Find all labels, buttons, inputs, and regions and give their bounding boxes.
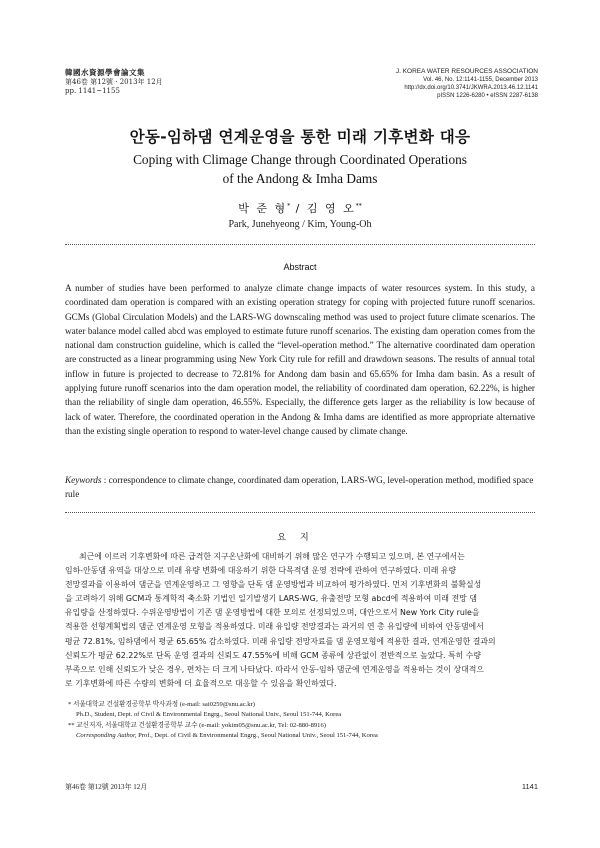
author-2-korean: 김 영 오	[306, 202, 356, 215]
volume-issue: 第46卷 第12號 · 2013年 12月	[65, 77, 163, 86]
summary-line: 을 고려하기 위해 GCM과 통계학적 축소화 기법인 일기발생기 LARS-WG, 유출전망 모형 abcd에 적용하여 미래 전망 댐	[65, 594, 477, 604]
summary-line: 전망결과를 이용하여 댐군을 연계운영하고 그 영향을 단독 댐 운영방법과 비교하여 평가하였다. 먼저 기후변화의 불확실성	[65, 580, 482, 590]
abstract-text: A number of studies have been performed to analyze climate change impacts of water resources system. In this study, a coordinated dam operation is compared with an existing operation strategy for coping with projected future runoff scenarios. GCMs (Global Circulation Models) and the LARS-WG downscaling method was used to project future climate scenarios. The water balance model called abcd was employed to estimate future runoff scenarios. The existing dam operation comes from the national dam construction guideline, which is called the “level-operation method.” The alternative coordinated dam operation are constructed as a linear programming using New York City rule for refill and drawdown seasons. The results of annual total inflow in future is projected to decrease to 72.81% for Andong dam basin and 65.65% for Imha dam basin. As a result of applying future runoff scenarios into the dam operation model, the reliability of coordinated dam operation, 62.22%, is higher than the reliability of single dam operation, 46.55%. Especially, the difference gets larger as the reliability is low because of lack of water. Therefore, the coordinated operation in the Andong & Imha dams are identified as more appropriate alternative than the existing single operation to respond to water-level change caused by climate change.	[65, 283, 535, 436]
summary-line: 임하-안동댐 유역을 대상으로 미래 유량 변화에 대응하기 위한 다목적댐 운영 전략에 관하여 연구하였다. 미래 유량	[65, 566, 457, 576]
summary-line: 평균 72.81%, 임하댐에서 평균 65.65% 감소하였다. 미래 유입량 전망자료를 댐 운영모형에 적용한 결과, 연계운영한 결과의	[65, 636, 496, 646]
corresponding-author-label: Corresponding Author,	[76, 732, 137, 740]
footnote-1-english: Ph.D., Student, Dept. of Civil & Environmental Engrg., Seoul National Univ., Seoul 151-744, Korea	[76, 711, 342, 719]
keywords-text: : correspondence to climate change, coordinated dam operation, LARS-WG, level-operation method, modified space rule	[65, 475, 534, 500]
author-1-mark: *	[287, 202, 291, 210]
title-english-line2: of the Andong & Imha Dams	[222, 171, 378, 186]
footnote-2-english	[68, 731, 538, 741]
footnote-2-english-text: Prof., Dept. of Civil & Environmental Engrg., Seoul National Univ., Seoul 151-744, Korea	[136, 732, 378, 740]
journal-name: 韓國水資源學會論文集	[65, 68, 145, 77]
summary-line: 유입량을 산정하였다. 수위운영방법이 기존 댐 운영방법에 대한 모의로 선정되었으며, 대안으로서 New York City rule을	[65, 608, 480, 618]
page-range: pp. 1141~1155	[65, 87, 120, 95]
page-number: 1141	[521, 782, 538, 791]
divider-top	[65, 244, 535, 245]
footnote-2-korean: ** 교신저자, 서울대학교 건설환경공학부 교수 (e-mail: yokim05@snu.ac.kr, Tel: 02-880-8916)	[68, 721, 326, 729]
summary-line: 최근에 이르러 기후변화에 따른 급격한 지구온난화에 대비하기 위해 많은 연구가 수행되고 있으며, 본 연구에서는	[79, 552, 465, 561]
summary-line: 로 기후변화에 따른 수량의 변화에 더 효율적으로 대응할 수 있음을 확인하였다.	[65, 678, 337, 688]
issn: pISSN 1226-6280 • eISSN 2287-6138	[437, 93, 538, 99]
authors-korean	[0, 200, 600, 216]
summary-line: 부족으로 인해 신뢰도가 낮은 경우, 편차는 더 크게 나타났다. 따라서 안동-임하 댐군에 연계운영을 적용하는 것이 상대적으	[65, 664, 484, 674]
authors-english: Park, Junehyeong / Kim, Young-Oh	[228, 219, 372, 230]
title-korean: 안동-임하댐 연계운영을 통한 미래 기후변화 대응	[129, 128, 471, 146]
footnotes	[68, 700, 538, 742]
summary-body	[65, 550, 535, 691]
summary-heading: 요지	[277, 533, 323, 543]
footer-left: 第46卷 第12號 2013年 12月	[65, 783, 148, 791]
journal-header-right	[396, 68, 538, 100]
author-1-korean: 박 준 형	[238, 202, 288, 215]
journal-title-en: J. KOREA WATER RESOURCES ASSOCIATION	[395, 68, 538, 75]
doi-link[interactable]: http://dx.doi.org/10.3741/JKWRA.2013.46.12.1141	[404, 85, 538, 91]
keywords-label: Keywords	[65, 475, 102, 485]
volume-info: Vol. 46, No. 12:1141-1155, December 2013	[423, 77, 538, 83]
footnote-1-korean: * 서울대학교 건설환경공학부 박사과정 (e-mail: sai0259@snu.ac.kr)	[68, 701, 255, 708]
divider-middle	[65, 512, 535, 513]
keywords	[65, 473, 535, 502]
summary-line: 적용한 선형계획법의 댐군 연계운영 모형을 적용하였다. 미래 유입량 전망결과는 과거의 연 총 유입량에 비하여 안동댐에서	[65, 622, 484, 632]
author-2-mark: **	[355, 202, 362, 210]
abstract-heading: Abstract	[283, 262, 317, 272]
title-english-line1: Coping with Climage Change through Coordinated Operations	[133, 152, 467, 167]
author-separator: /	[290, 202, 307, 215]
title-english	[0, 150, 600, 188]
summary-line: 신뢰도가 평균 62.22%로 단독 운영 결과의 신뢰도 47.55%에 비해 GCM 종류에 상관없이 전반적으로 높았다. 특히 수량	[65, 650, 482, 660]
journal-header-left	[65, 68, 163, 97]
abstract-body	[65, 281, 535, 438]
